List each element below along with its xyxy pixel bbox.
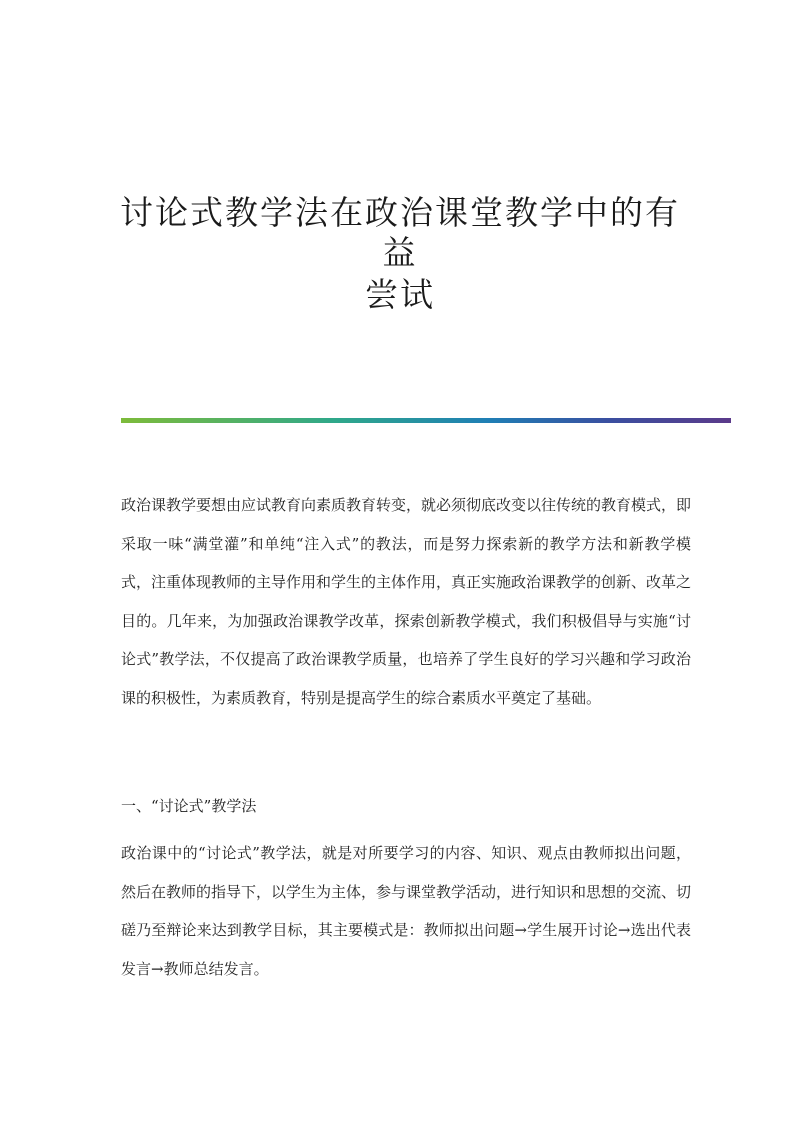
title-divider	[121, 418, 731, 423]
paragraph-intro: 政治课教学要想由应试教育向素质教育转变，就必须彻底改变以往传统的教育模式，即采取一味“满堂灌”和单纯“注入式”的教法，而是努力探索新的教学方法和新教学模式，注重体现教师的主导作用和学生的主体作用，真正实施政治课教学的创新、改革之目的。几年来，为加强政治课教学改革，探索创新教学模式，我们积极倡导与实施“讨论式”教学法，不仅提高了政治课教学质量，也培养了学生良好的学习兴趣和学习政治课的积极性，为素质教育，特别是提高学生的综合素质水平奠定了基础。	[121, 496, 692, 707]
document-title-line2: 尝试	[365, 275, 435, 314]
section-heading: 一、“讨论式”教学法	[121, 797, 257, 815]
paragraph-method: 政治课中的“讨论式”教学法，就是对所要学习的内容、知识、观点由教师拟出问题，然后在教师的指导下，以学生为主体，参与课堂教学活动，进行知识和思想的交流、切磋乃至辩论来达到教学目标，其主要模式是：教师拟出问题→学生展开讨论→选出代表发言→教师总结发言。	[121, 844, 692, 978]
document-title-line1: 讨论式教学法在政治课堂教学中的有益	[120, 193, 680, 272]
